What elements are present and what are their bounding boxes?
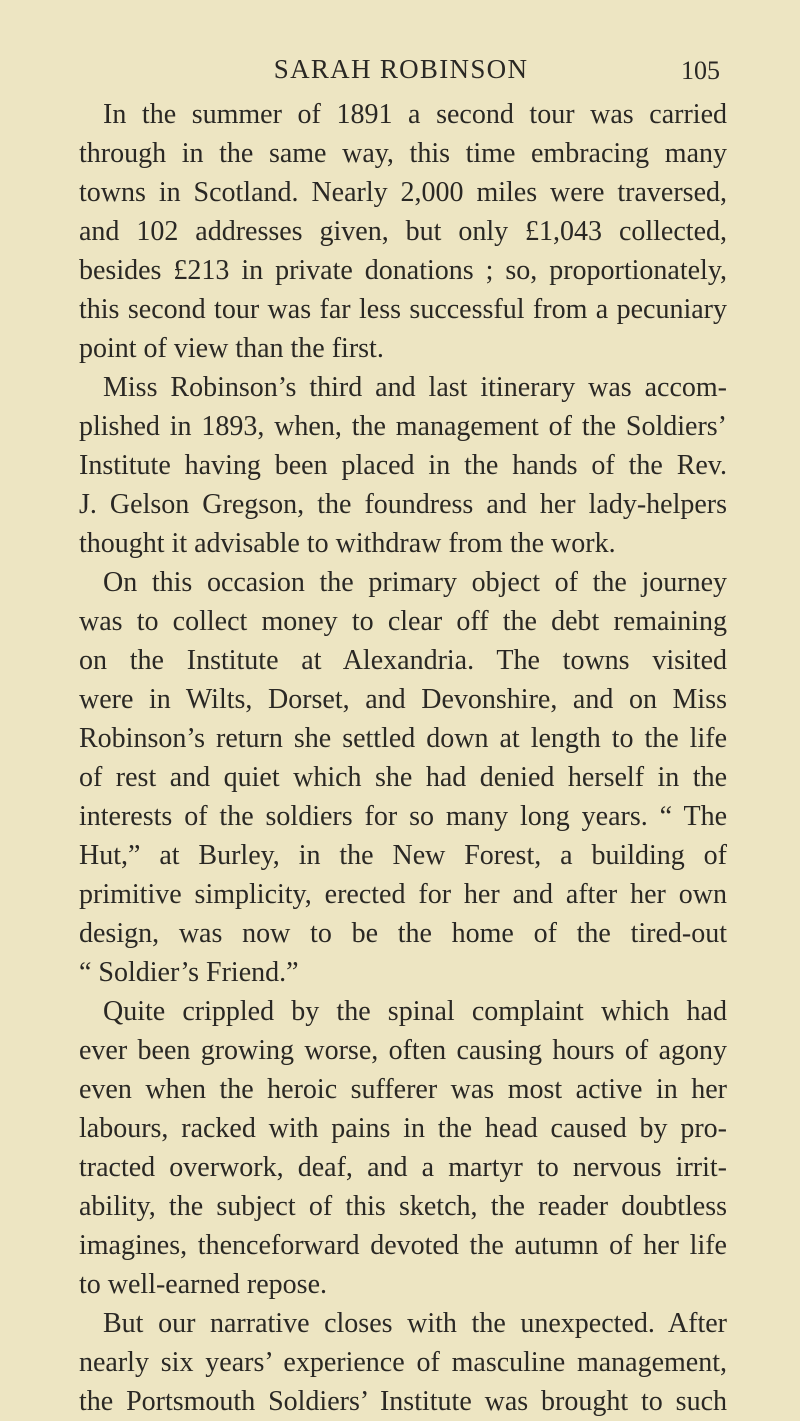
text-line: through in the same way, this time embracing many [79, 138, 727, 169]
running-head [0, 40, 800, 100]
text-line: ever been growing worse, often causing hours of agony [79, 1035, 727, 1066]
text-line: this second tour was far less successful from a pecuniary [79, 294, 727, 325]
text-line: the Portsmouth Soldiers’ Institute was brought to such [79, 1386, 727, 1417]
text-line: ability, the subject of this sketch, the reader doubtless [79, 1191, 727, 1222]
text-line: to well-earned repose. [79, 1269, 327, 1300]
text-line: tracted overwork, deaf, and a martyr to nervous irrit- [79, 1152, 727, 1183]
text-line: labours, racked with pains in the head caused by pro- [79, 1113, 727, 1144]
text-line: interests of the soldiers for so many long years. “ The [79, 801, 727, 832]
text-line: Hut,” at Burley, in the New Forest, a building of [79, 840, 727, 871]
text-line: J. Gelson Gregson, the foundress and her lady-helpers [79, 489, 727, 520]
text-line: on the Institute at Alexandria. The towns visited [79, 645, 727, 676]
text-line: Robinson’s return she settled down at length to the life [79, 723, 727, 754]
text-line: Miss Robinson’s third and last itinerary was accom- [103, 372, 727, 403]
text-line: of rest and quiet which she had denied herself in the [79, 762, 727, 793]
text-line: and 102 addresses given, but only £1,043 collected, [79, 216, 727, 247]
text-line: were in Wilts, Dorset, and Devonshire, and on Miss [79, 684, 727, 715]
text-line: thought it advisable to withdraw from the work. [79, 528, 616, 559]
text-line: “ Soldier’s Friend.” [79, 957, 299, 988]
page-number: 105 [681, 56, 720, 85]
text-line: besides £213 in private donations ; so, proportionately, [79, 255, 727, 286]
running-title: SARAH ROBINSON [273, 54, 529, 84]
text-line: But our narrative closes with the unexpected. After [103, 1308, 727, 1339]
text-line: was to collect money to clear off the debt remaining [79, 606, 727, 637]
text-line: In the summer of 1891 a second tour was carried [103, 99, 727, 130]
text-line: Quite crippled by the spinal complaint which had [103, 996, 727, 1027]
text-line: even when the heroic sufferer was most active in her [79, 1074, 727, 1105]
text-line: primitive simplicity, erected for her and after her own [79, 879, 727, 910]
text-line: Institute having been placed in the hands of the Rev. [79, 450, 727, 481]
text-line: nearly six years’ experience of masculine management, [79, 1347, 727, 1378]
text-line: plished in 1893, when, the management of the Soldiers’ [79, 411, 727, 442]
text-line: On this occasion the primary object of the journey [103, 567, 727, 598]
text-line: imagines, thenceforward devoted the autumn of her life [79, 1230, 727, 1261]
text-line: point of view than the first. [79, 333, 384, 364]
text-line: design, was now to be the home of the tired-out [79, 918, 727, 949]
text-line: towns in Scotland. Nearly 2,000 miles were traversed, [79, 177, 727, 208]
